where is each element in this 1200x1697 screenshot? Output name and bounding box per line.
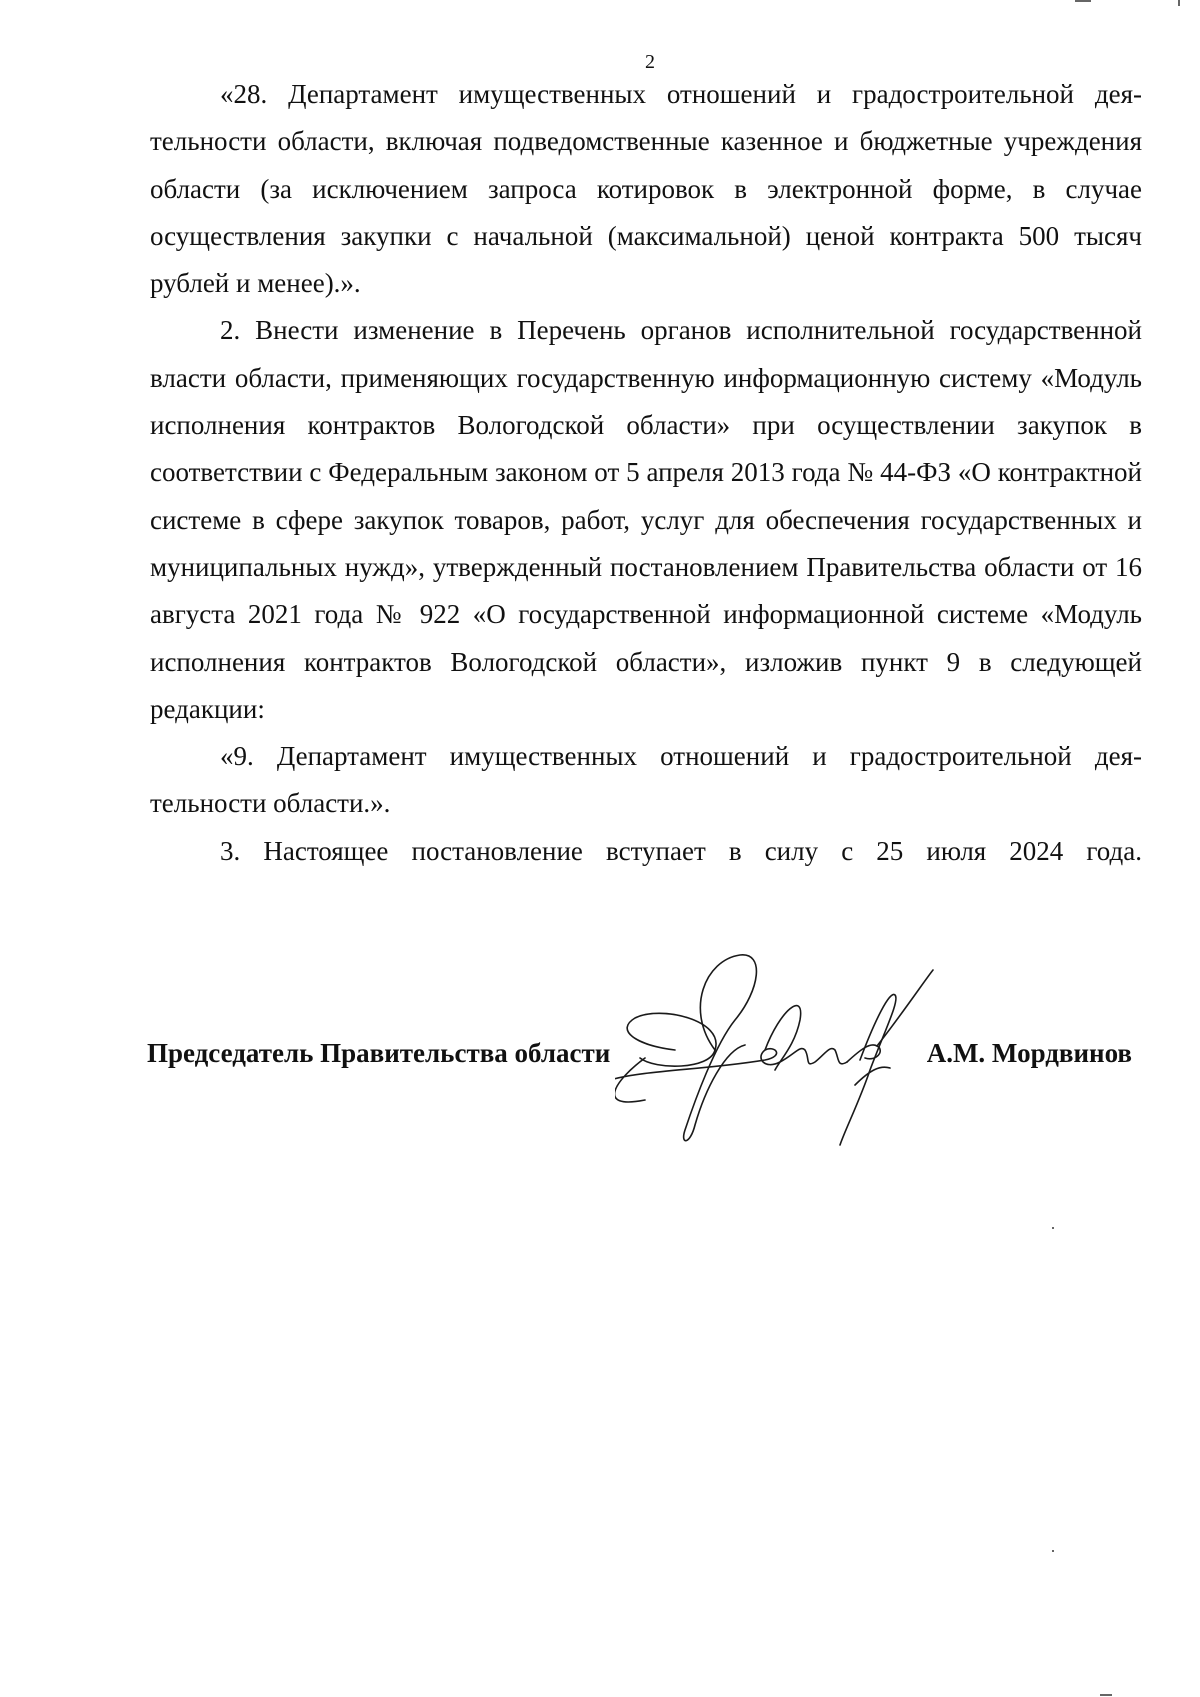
scan-artifact-dot-1 xyxy=(1052,1227,1054,1229)
page-number: 2 xyxy=(645,51,655,73)
scan-artifact-bottom-right xyxy=(1100,1694,1112,1696)
document-body xyxy=(150,71,1142,875)
scan-artifact-top-right xyxy=(1075,0,1091,2)
paragraph-section-2: 2. Внести изменение в Перечень органов исполнительной государственной власти области, применяющих государственную информационную систему «Модуль исполнения контрактов Вологодской области» при осуществлении закупок в соответствии с Федеральным законом от 5 апреля 2013 года № 44-ФЗ «О контрактной системе в сфере закупок товаров, работ, услуг для обеспечения государственных и муниципальных нужд», утвержденный постановлением Правительства области от 16 августа 2021 года № 922 «О государственной информационной системе «Модуль исполнения контрактов Вологодской области», изложив пункт 9 в следующей редакции: xyxy=(150,315,1142,724)
scan-artifact-right-edge-1 xyxy=(1178,0,1180,6)
scan-artifact-dot-2 xyxy=(1052,1550,1054,1552)
signatory-name: А.М. Мордвинов xyxy=(926,1038,1132,1068)
paragraph-item-28: «28. Департамент имущественных отношений и градостроительной деятельности области, включая подведомственные казенное и бюджетные учреждения области (за исключением запроса котировок в электронной форме, в случае осуществления закупки с начальной (максимальной) ценой контракта 500 тысяч рублей и менее).». xyxy=(150,79,1142,299)
paragraph-item-9: «9. Департамент имущественных отношений и градостроительной деятельности области.». xyxy=(150,741,1142,819)
signature-block xyxy=(147,1036,1142,1076)
signatory-title: Председатель Правительства области xyxy=(147,1038,611,1068)
paragraph-section-3: 3. Настоящее постановление вступает в силу с 25 июля 2024 года. xyxy=(220,835,1142,866)
